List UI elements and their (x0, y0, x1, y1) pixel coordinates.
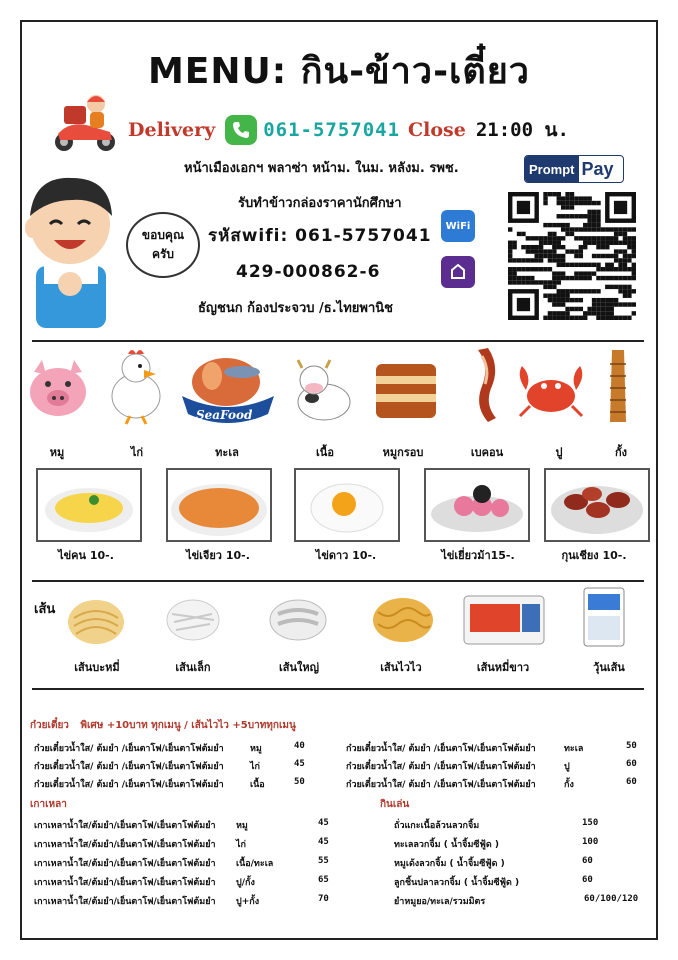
bacon-icon (460, 346, 510, 426)
noodle-label-thin: เส้นเล็ก (175, 661, 211, 674)
noodle-left-row-name: ก๋วยเตี๋ยวน้ำใส/ ต้มยำ /เย็นตาโฟ/เย็นตาโฟต้มยำ (34, 780, 224, 790)
snack-row-price: 100 (582, 837, 599, 847)
kaolao-row-meat: ปู/กั้ง (236, 878, 255, 888)
kaolao-row-name: เกาเหลาน้ำใส/ต้มยำ/เย็นตาโฟ/เย็นตาโฟต้มยำ (34, 821, 216, 831)
location-text: หน้าเมืองเอกฯ พลาซ่า หน้าม. ในม. หลังม. รพช. (184, 161, 459, 176)
noodle-right-row-meat: ปู (564, 762, 570, 772)
bank-icon (441, 256, 475, 288)
rice-vermicelli-pack-image (462, 592, 546, 648)
noodle-left-row-price: 45 (294, 759, 305, 769)
kaolao-row-name: เกาเหลาน้ำใส/ต้มยำ/เย็นตาโฟ/เย็นตาโฟต้มยำ (34, 897, 216, 907)
snack-row-price: 60/100/120 (584, 894, 639, 904)
meat-label-beef: เนื้อ (316, 446, 334, 459)
promptpay-prompt: Prompt (525, 156, 579, 182)
delivery-scooter-icon (50, 88, 122, 154)
noodle-left-row-meat: เนื้อ (250, 780, 265, 790)
snack-row-price: 150 (582, 818, 599, 828)
phone-number[interactable]: 061-5757041 (263, 119, 401, 141)
thanks-line-1: ขอบคุณ (141, 228, 185, 242)
wifi-password: รหัสwifi: 061-5757041 (208, 226, 432, 246)
noodle-left-row-name: ก๋วยเตี๋ยวน้ำใส/ ต้มยำ /เย็นตาโฟ/เย็นตาโฟต้มยำ (34, 762, 224, 772)
egg-label-sausage: กุนเชียง 10-. (561, 549, 627, 562)
fried-egg-image (294, 468, 400, 542)
noodle-left-row-price: 50 (294, 777, 305, 787)
snack-row-name: ยำหมูยอ/ทะเล/รวมมิตร (394, 897, 486, 907)
kaolao-row-meat: หมู (236, 821, 248, 831)
cow-icon (290, 358, 356, 426)
kaolao-row-name: เกาเหลาน้ำใส/ต้มยำ/เย็นตาโฟ/เย็นตาโฟต้มยำ (34, 859, 216, 869)
thin-rice-noodle-image (162, 590, 224, 646)
kaolao-row-price: 70 (318, 894, 329, 904)
mascot-boy-icon (14, 166, 126, 336)
promptpay-pay: Pay (579, 156, 617, 182)
divider-3 (32, 688, 644, 690)
close-label: Close (408, 119, 466, 141)
scrambled-egg-image (36, 468, 142, 542)
meat-label-seafood: ทะเล (215, 446, 239, 459)
egg-label-omelette: ไข่เจียว 10-. (186, 549, 250, 562)
wide-rice-noodle-image (266, 592, 330, 646)
meat-label-bacon: เบคอน (470, 446, 504, 459)
meat-label-chicken: ไก่ (130, 446, 144, 459)
noodle-left-row-name: ก๋วยเตี๋ยวน้ำใส/ ต้มยำ /เย็นตาโฟ/เย็นตาโฟต้มยำ (34, 744, 224, 754)
noodle-right-row-price: 60 (626, 777, 637, 787)
snack-row-name: ลูกชิ้นปลาลวกจิ้ม ( น้ำจิ้มซีฟู้ด ) (394, 878, 520, 888)
noodle-right-row-name: ก๋วยเตี๋ยวน้ำใส/ ต้มยำ /เย็นตาโฟ/เย็นตาโฟต้มยำ (346, 762, 536, 772)
noodle-right-row-meat: ทะเล (564, 744, 584, 754)
phone-icon (225, 115, 257, 145)
noodle-right-row-name: ก๋วยเตี๋ยวน้ำใส/ ต้มยำ /เย็นตาโฟ/เย็นตาโฟต้มยำ (346, 780, 536, 790)
snack-row-name: หมูเด้งลวกจิ้ม ( น้ำจิ้มซีฟู้ด ) (394, 859, 505, 869)
kaolao-row-price: 45 (318, 837, 329, 847)
chinese-sausage-image (544, 468, 650, 542)
account-name: ธัญชนก ก้องประจวบ /ธ.ไทยพานิช (198, 301, 393, 316)
noodle-left-row-meat: หมู (250, 744, 262, 754)
kaolao-row-price: 65 (318, 875, 329, 885)
snack-row-price: 60 (582, 856, 593, 866)
page-title: MENU: กิน-ข้าว-เตี๋ยว (147, 51, 531, 92)
kaolao-row-price: 45 (318, 818, 329, 828)
omelette-image (166, 468, 272, 542)
noodle-menu-heading: ก๋วยเตี๋ยว (30, 720, 69, 731)
glass-noodle-pack-image (580, 586, 628, 650)
noodle-label-instant: เส้นไวไว (380, 661, 422, 674)
thanks-line-2: ครับ (151, 247, 175, 261)
mantis-shrimp-icon (598, 346, 638, 428)
kaolao-row-meat: ปู+กั้ง (236, 897, 260, 907)
thanks-bubble (126, 212, 200, 278)
noodle-right-row-price: 60 (626, 759, 637, 769)
account-number: 429-000862-6 (236, 262, 381, 282)
noodle-menu-note: พิเศษ +10บาท ทุกเมนู / เส้นไวไว +5บาททุกเมนู (80, 720, 296, 731)
noodle-right-row-name: ก๋วยเตี๋ยวน้ำใส/ ต้มยำ /เย็นตาโฟ/เย็นตาโฟต้มยำ (346, 744, 536, 754)
egg-label-scrambled: ไข่คน 10-. (58, 549, 114, 562)
lunchbox-text: รับทำข้าวกล่องราคานักศึกษา (238, 196, 402, 211)
kaolao-row-name: เกาเหลาน้ำใส/ต้มยำ/เย็นตาโฟ/เย็นตาโฟต้มยำ (34, 840, 216, 850)
crispy-pork-icon (372, 354, 440, 426)
qr-code-icon[interactable] (508, 192, 636, 320)
noodle-left-row-price: 40 (294, 741, 305, 751)
meat-label-mantis-shrimp: กั้ง (614, 446, 628, 459)
divider-1 (32, 340, 644, 342)
noodle-left-row-meat: ไก่ (250, 762, 260, 772)
kaolao-heading: เกาเหลา (30, 799, 67, 810)
snacks-heading: กินเล่น (380, 799, 410, 810)
kaolao-row-name: เกาเหลาน้ำใส/ต้มยำ/เย็นตาโฟ/เย็นตาโฟต้มยำ (34, 878, 216, 888)
meat-label-pork: หมู (49, 446, 65, 459)
egg-label-century: ไข่เยี่ยวม้า15-. (441, 549, 515, 562)
egg-label-fried: ไข่ดาว 10-. (315, 549, 377, 562)
noodle-menu-header (30, 718, 296, 733)
snack-row-name: ทะเลลวกจิ้ม ( น้ำจิ้มซีฟู้ด ) (394, 840, 499, 850)
snack-row-price: 60 (582, 875, 593, 885)
snack-row-name: ถั่วแกะเนื้อล้วนลวกจิ้ม (394, 821, 480, 831)
kaolao-row-meat: ไก่ (236, 840, 246, 850)
kaolao-row-price: 55 (318, 856, 329, 866)
kaolao-row-meat: เนื้อ/ทะเล (236, 859, 274, 869)
crab-icon (512, 360, 590, 422)
promptpay-logo (524, 155, 624, 183)
meat-label-crab: ปู (555, 446, 563, 459)
meat-label-crispy-pork: หมูกรอบ (382, 446, 424, 459)
noodle-heading: เส้น (34, 602, 56, 617)
noodle-label-wide: เส้นใหญ่ (279, 661, 319, 674)
delivery-label: Delivery (128, 119, 216, 141)
noodle-label-vermicelli: เส้นหมี่ขาว (476, 661, 530, 674)
noodle-right-row-price: 50 (626, 741, 637, 751)
divider-2 (32, 580, 644, 582)
noodle-label-glass: วุ้นเส้น (593, 661, 625, 674)
noodle-right-row-meat: กั้ง (564, 780, 574, 790)
instant-noodle-image (370, 590, 436, 648)
seafood-badge: SeaFood (196, 408, 253, 422)
noodle-label-egg: เส้นบะหมี่ (74, 661, 120, 674)
close-time: 21:00 น. (475, 119, 569, 141)
century-egg-image (424, 468, 530, 542)
delivery-row (128, 115, 569, 145)
chicken-icon (100, 346, 170, 426)
egg-noodle-image (64, 590, 128, 648)
pig-icon (24, 356, 92, 424)
wifi-icon: WiFi (441, 210, 475, 242)
